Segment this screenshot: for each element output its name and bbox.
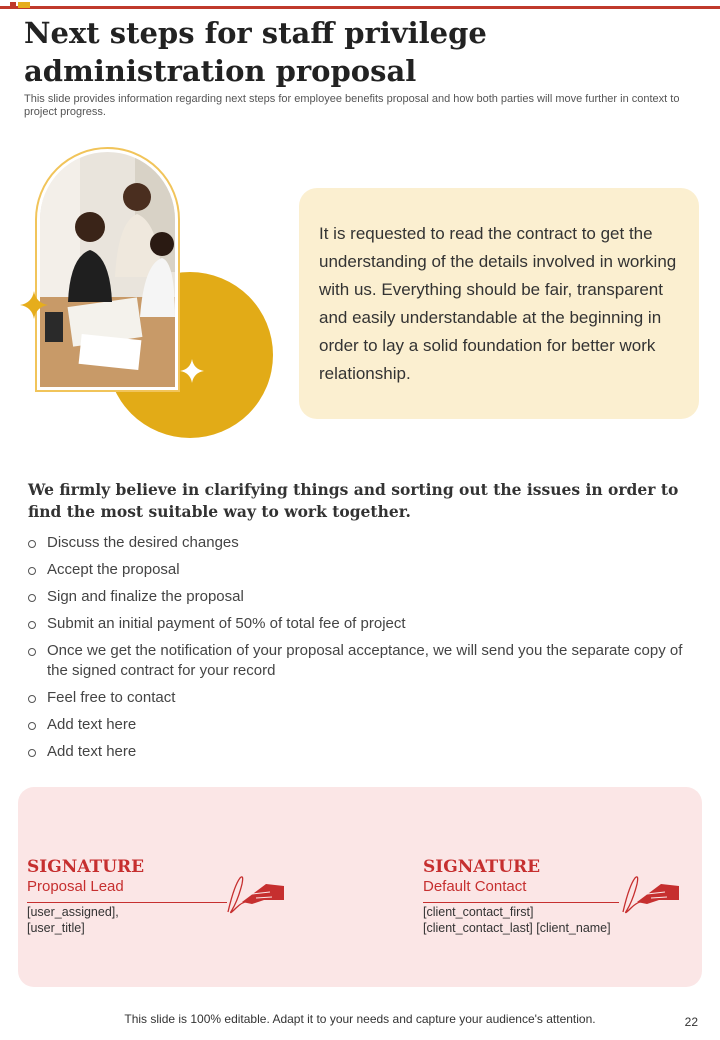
list-item: Add text here xyxy=(28,715,688,735)
bullet-icon xyxy=(28,567,36,575)
list-item: Submit an initial payment of 50% of total fee of project xyxy=(28,614,688,634)
top-rule xyxy=(0,6,720,9)
sparkle-icon xyxy=(20,291,48,319)
signature-details: [user_assigned], [user_title] xyxy=(27,905,119,935)
corner-square xyxy=(10,2,16,8)
page-subtitle: This slide provides information regarding next steps for employee benefits proposal and how both parties will move further in context to project progress. xyxy=(24,93,680,118)
signing-hand-icon xyxy=(617,872,681,918)
bullet-icon xyxy=(28,695,36,703)
signature-role: Proposal Lead xyxy=(27,878,124,895)
bullet-icon xyxy=(28,594,36,602)
list-item: Feel free to contact xyxy=(28,688,688,708)
lead-statement: We firmly believe in clarifying things and sorting out the issues in order to find the most suitable way to work together. xyxy=(28,480,679,521)
list-item: Accept the proposal xyxy=(28,560,688,580)
callout-text: It is requested to read the contract to get the understanding of the details involved in working with us. Everything should be fair, transparent and easily understandable at the beginning in order to lay a solid foundation for better work relationship. xyxy=(319,224,677,383)
page-number: 22 xyxy=(684,1015,698,1029)
footer-note: This slide is 100% editable. Adapt it to your needs and capture your audience's attention. xyxy=(124,1012,596,1026)
bullet-icon xyxy=(28,722,36,730)
corner-square xyxy=(24,2,30,8)
signature-role: Default Contact xyxy=(423,878,527,895)
signature-heading: SIGNATURE xyxy=(27,857,145,877)
next-steps-list xyxy=(28,533,688,769)
list-item: Discuss the desired changes xyxy=(28,533,688,553)
bullet-icon xyxy=(28,621,36,629)
bullet-icon xyxy=(28,648,36,656)
list-item: Add text here xyxy=(28,742,688,762)
list-item: Sign and finalize the proposal xyxy=(28,587,688,607)
list-item: Once we get the notification of your proposal acceptance, we will send you the separate copy of the signed contract for your record xyxy=(28,641,688,681)
team-photo xyxy=(40,152,175,387)
bullet-icon xyxy=(28,749,36,757)
signature-line xyxy=(27,902,227,903)
signature-details: [client_contact_first] [client_contact_last] [client_name] xyxy=(423,905,611,935)
bullet-icon xyxy=(28,540,36,548)
callout-box xyxy=(299,188,699,419)
page-title: Next steps for staff privilege administration proposal xyxy=(24,16,487,88)
signature-heading: SIGNATURE xyxy=(423,857,541,877)
signing-hand-icon xyxy=(222,872,286,918)
signature-line xyxy=(423,902,619,903)
sparkle-icon xyxy=(180,359,204,383)
